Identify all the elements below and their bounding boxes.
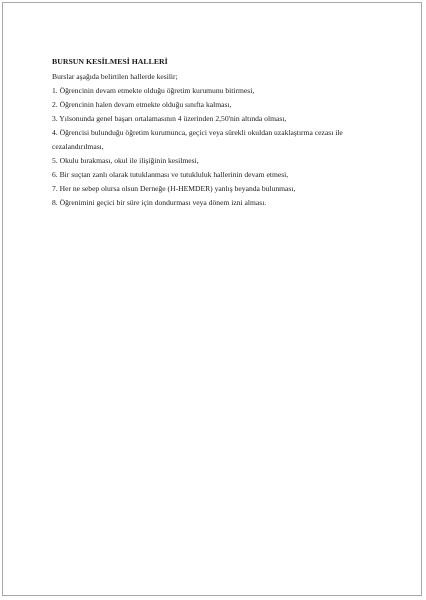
list-item-3: 3. Yılsonunda genel başarı ortalamasının 4 üzerinden 2,50'nin altında olması, <box>52 114 287 123</box>
document-page <box>2 2 422 596</box>
list-item-8: 8. Öğrenimini geçici bir süre için dondurması veya dönem izni alması. <box>52 198 267 207</box>
list-item-1: 1. Öğrencinin devam etmekte olduğu öğretim kurumunu bitirmesi, <box>52 86 255 95</box>
document-heading: BURSUN KESİLMESİ HALLERİ <box>52 57 168 66</box>
intro-text: Burslar aşağıda belirtilen hallerde kesilir; <box>52 72 178 81</box>
list-item-5: 5. Okulu bırakması, okul ile ilişiğinin kesilmesi, <box>52 156 199 165</box>
list-item-2: 2. Öğrencinin halen devam etmekte olduğu sınıfta kalması, <box>52 100 232 109</box>
list-item-7: 7. Her ne sebep olursa olsun Derneğe (H-HEMDER) yanlış beyanda bulunması, <box>52 184 296 193</box>
list-item-4: 4. Öğrencisi bulunduğu öğretim kurumunca, geçici veya sürekli okuldan uzaklaştırma cezası ile cezalandırılması, <box>52 128 343 151</box>
document-content <box>52 55 382 210</box>
list-item-6: 6. Bir suçtan zanlı olarak tutuklanması ve tutukluluk hallerinin devam etmesi, <box>52 170 289 179</box>
